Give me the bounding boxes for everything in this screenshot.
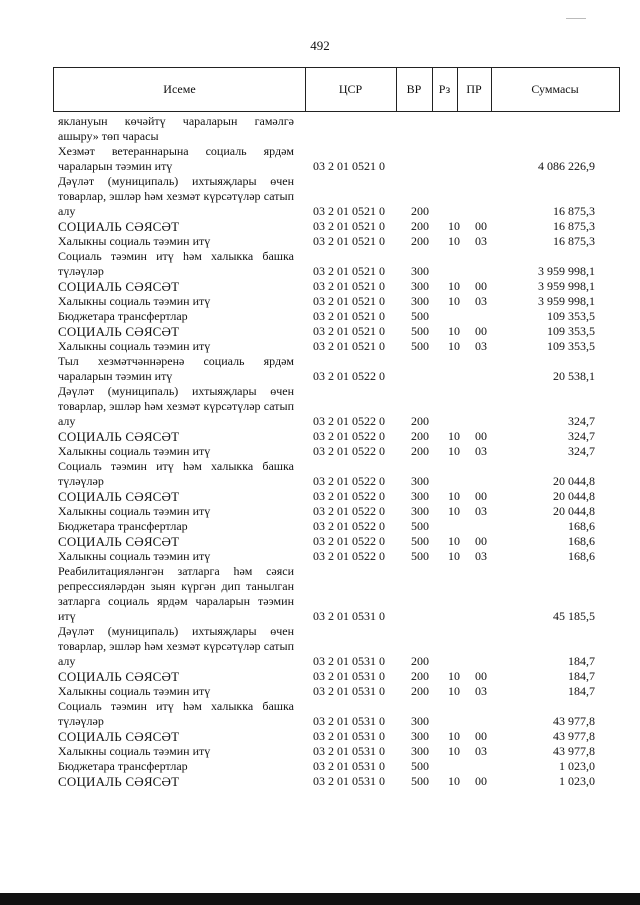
table-row bbox=[0, 549, 640, 564]
scan-border bbox=[0, 893, 640, 905]
row-rz: 10 bbox=[448, 549, 460, 563]
row-rz: 10 bbox=[448, 489, 460, 503]
table-row bbox=[0, 444, 640, 459]
row-csr: 03 2 01 0531 0 bbox=[313, 654, 385, 668]
row-name: СОЦИАЛЬ СӘЯСӘТ bbox=[58, 219, 180, 234]
row-sum: 109 353,5 bbox=[547, 324, 595, 338]
row-name: Дәүләт (муниципаль) ихтыяҗлары өчен товарлар, эшләр һәм хезмәт күрсәтүләр сатып алу bbox=[58, 174, 294, 218]
row-name: Социаль тәэмин итү һәм халыкка башка түләүләр bbox=[58, 699, 294, 728]
scan-mark bbox=[566, 18, 586, 19]
row-vr: 300 bbox=[411, 714, 429, 728]
table-row bbox=[0, 699, 640, 729]
row-name: Социаль тәэмин итү һәм халыкка башка түләүләр bbox=[58, 249, 294, 278]
row-csr: 03 2 01 0531 0 bbox=[313, 669, 385, 683]
row-pr: 00 bbox=[475, 489, 487, 503]
table-row bbox=[0, 429, 640, 444]
row-sum: 184,7 bbox=[568, 684, 595, 698]
row-vr: 500 bbox=[411, 519, 429, 533]
row-sum: 3 959 998,1 bbox=[538, 294, 595, 308]
row-rz: 10 bbox=[448, 429, 460, 443]
row-rz: 10 bbox=[448, 669, 460, 683]
row-name: Дәүләт (муниципаль) ихтыяҗлары өчен товарлар, эшләр һәм хезмәт күрсәтүләр сатып алу bbox=[58, 384, 294, 428]
row-sum: 3 959 998,1 bbox=[538, 264, 595, 278]
row-csr: 03 2 01 0522 0 bbox=[313, 474, 385, 488]
row-rz: 10 bbox=[448, 744, 460, 758]
row-name: Халыкны социаль тәэмин итү bbox=[58, 744, 211, 758]
row-rz: 10 bbox=[448, 234, 460, 248]
table-row bbox=[0, 114, 640, 144]
row-pr: 03 bbox=[475, 504, 487, 518]
row-name: Бюджетара трансфертлар bbox=[58, 309, 188, 323]
row-csr: 03 2 01 0531 0 bbox=[313, 714, 385, 728]
row-csr: 03 2 01 0522 0 bbox=[313, 534, 385, 548]
row-vr: 500 bbox=[411, 774, 429, 788]
table-row bbox=[0, 774, 640, 789]
table-row bbox=[0, 534, 640, 549]
row-csr: 03 2 01 0522 0 bbox=[313, 369, 385, 383]
row-sum: 324,7 bbox=[568, 429, 595, 443]
row-sum: 324,7 bbox=[568, 414, 595, 428]
table-row bbox=[0, 564, 640, 624]
header-csr: ЦСР bbox=[305, 68, 397, 111]
row-vr: 200 bbox=[411, 684, 429, 698]
row-vr: 500 bbox=[411, 534, 429, 548]
row-vr: 300 bbox=[411, 504, 429, 518]
row-csr: 03 2 01 0522 0 bbox=[313, 429, 385, 443]
table-row bbox=[0, 279, 640, 294]
row-sum: 1 023,0 bbox=[559, 774, 595, 788]
row-vr: 200 bbox=[411, 429, 429, 443]
row-csr: 03 2 01 0521 0 bbox=[313, 324, 385, 338]
row-sum: 43 977,8 bbox=[553, 744, 595, 758]
row-vr: 500 bbox=[411, 309, 429, 323]
row-name: Халыкны социаль тәэмин итү bbox=[58, 234, 211, 248]
row-pr: 03 bbox=[475, 684, 487, 698]
row-rz: 10 bbox=[448, 339, 460, 353]
row-csr: 03 2 01 0522 0 bbox=[313, 504, 385, 518]
row-rz: 10 bbox=[448, 774, 460, 788]
row-sum: 43 977,8 bbox=[553, 714, 595, 728]
table-row bbox=[0, 144, 640, 174]
row-sum: 16 875,3 bbox=[553, 234, 595, 248]
row-name: СОЦИАЛЬ СӘЯСӘТ bbox=[58, 534, 180, 549]
row-csr: 03 2 01 0522 0 bbox=[313, 414, 385, 428]
row-name: Бюджетара трансфертлар bbox=[58, 519, 188, 533]
row-name: СОЦИАЛЬ СӘЯСӘТ bbox=[58, 324, 180, 339]
row-csr: 03 2 01 0531 0 bbox=[313, 684, 385, 698]
row-csr: 03 2 01 0521 0 bbox=[313, 279, 385, 293]
row-vr: 500 bbox=[411, 759, 429, 773]
row-pr: 03 bbox=[475, 744, 487, 758]
row-sum: 184,7 bbox=[568, 669, 595, 683]
row-name: Халыкны социаль тәэмин итү bbox=[58, 339, 211, 353]
table-row bbox=[0, 504, 640, 519]
row-name: Реабилитацияләнгән затларга һәм сәяси репрессияләрдән зыян күргән дип танылган затларга социаль ярдәм чараларын тәэмин итү bbox=[58, 564, 294, 623]
row-csr: 03 2 01 0522 0 bbox=[313, 489, 385, 503]
table-row bbox=[0, 339, 640, 354]
row-rz: 10 bbox=[448, 444, 460, 458]
row-csr: 03 2 01 0522 0 bbox=[313, 444, 385, 458]
header-vr: ВР bbox=[396, 68, 433, 111]
row-csr: 03 2 01 0531 0 bbox=[313, 774, 385, 788]
table-row bbox=[0, 519, 640, 534]
row-rz: 10 bbox=[448, 684, 460, 698]
row-sum: 45 185,5 bbox=[553, 609, 595, 623]
row-sum: 20 538,1 bbox=[553, 369, 595, 383]
row-vr: 300 bbox=[411, 729, 429, 743]
table-row bbox=[0, 744, 640, 759]
row-csr: 03 2 01 0521 0 bbox=[313, 339, 385, 353]
table-row bbox=[0, 624, 640, 669]
row-pr: 00 bbox=[475, 729, 487, 743]
row-vr: 300 bbox=[411, 294, 429, 308]
table-row bbox=[0, 174, 640, 219]
row-rz: 10 bbox=[448, 729, 460, 743]
row-pr: 00 bbox=[475, 219, 487, 233]
table-row bbox=[0, 489, 640, 504]
row-csr: 03 2 01 0521 0 bbox=[313, 234, 385, 248]
row-sum: 43 977,8 bbox=[553, 729, 595, 743]
row-vr: 200 bbox=[411, 234, 429, 248]
row-sum: 168,6 bbox=[568, 534, 595, 548]
row-csr: 03 2 01 0521 0 bbox=[313, 294, 385, 308]
row-rz: 10 bbox=[448, 324, 460, 338]
row-vr: 500 bbox=[411, 324, 429, 338]
table-row bbox=[0, 324, 640, 339]
header-sum: Суммасы bbox=[531, 82, 579, 96]
row-sum: 3 959 998,1 bbox=[538, 279, 595, 293]
row-name: Дәүләт (муниципаль) ихтыяҗлары өчен товарлар, эшләр һәм хезмәт күрсәтүләр сатып алу bbox=[58, 624, 294, 668]
row-rz: 10 bbox=[448, 219, 460, 233]
row-csr: 03 2 01 0521 0 bbox=[313, 264, 385, 278]
header-name: Исеме bbox=[54, 68, 306, 111]
row-rz: 10 bbox=[448, 534, 460, 548]
row-csr: 03 2 01 0531 0 bbox=[313, 609, 385, 623]
row-vr: 300 bbox=[411, 489, 429, 503]
row-pr: 03 bbox=[475, 294, 487, 308]
row-rz: 10 bbox=[448, 504, 460, 518]
row-name: Халыкны социаль тәэмин итү bbox=[58, 549, 211, 563]
row-csr: 03 2 01 0531 0 bbox=[313, 729, 385, 743]
row-pr: 00 bbox=[475, 279, 487, 293]
row-pr: 00 bbox=[475, 774, 487, 788]
row-sum: 109 353,5 bbox=[547, 339, 595, 353]
row-vr: 200 bbox=[411, 414, 429, 428]
row-name: Бюджетара трансфертлар bbox=[58, 759, 188, 773]
row-sum: 109 353,5 bbox=[547, 309, 595, 323]
row-csr: 03 2 01 0531 0 bbox=[313, 759, 385, 773]
header-rz: Рз bbox=[432, 68, 458, 111]
row-sum: 168,6 bbox=[568, 549, 595, 563]
row-name: СОЦИАЛЬ СӘЯСӘТ bbox=[58, 729, 180, 744]
row-vr: 300 bbox=[411, 474, 429, 488]
table-row bbox=[0, 249, 640, 279]
row-sum: 20 044,8 bbox=[553, 504, 595, 518]
row-name: СОЦИАЛЬ СӘЯСӘТ bbox=[58, 489, 180, 504]
row-csr: 03 2 01 0521 0 bbox=[313, 219, 385, 233]
row-pr: 03 bbox=[475, 234, 487, 248]
table-row bbox=[0, 309, 640, 324]
row-vr: 200 bbox=[411, 219, 429, 233]
row-csr: 03 2 01 0521 0 bbox=[313, 204, 385, 218]
row-name: Халыкны социаль тәэмин итү bbox=[58, 684, 211, 698]
row-name: СОЦИАЛЬ СӘЯСӘТ bbox=[58, 279, 180, 294]
row-name: Хезмәт ветераннарына социаль ярдәм чараларын тәэмин итү bbox=[58, 144, 294, 173]
table-row bbox=[0, 234, 640, 249]
table-row bbox=[0, 294, 640, 309]
row-csr: 03 2 01 0521 0 bbox=[313, 309, 385, 323]
row-sum: 1 023,0 bbox=[559, 759, 595, 773]
row-name: Халыкны социаль тәэмин итү bbox=[58, 294, 211, 308]
table-body bbox=[0, 114, 640, 789]
row-csr: 03 2 01 0522 0 bbox=[313, 549, 385, 563]
row-pr: 00 bbox=[475, 429, 487, 443]
row-sum: 168,6 bbox=[568, 519, 595, 533]
row-csr: 03 2 01 0531 0 bbox=[313, 744, 385, 758]
row-rz: 10 bbox=[448, 279, 460, 293]
row-name: яклануын көчәйтү чараларын гамәлгә ашыру» төп чарасы bbox=[58, 114, 294, 143]
row-vr: 200 bbox=[411, 654, 429, 668]
table-row bbox=[0, 384, 640, 429]
row-name: Халыкны социаль тәэмин итү bbox=[58, 504, 211, 518]
table-row bbox=[0, 354, 640, 384]
table-row bbox=[0, 459, 640, 489]
row-pr: 00 bbox=[475, 669, 487, 683]
table-row bbox=[0, 759, 640, 774]
row-name: Социаль тәэмин итү һәм халыкка башка түләүләр bbox=[58, 459, 294, 488]
row-pr: 03 bbox=[475, 549, 487, 563]
table-row bbox=[0, 684, 640, 699]
row-vr: 200 bbox=[411, 204, 429, 218]
row-pr: 03 bbox=[475, 444, 487, 458]
table-row bbox=[0, 729, 640, 744]
row-sum: 20 044,8 bbox=[553, 474, 595, 488]
row-rz: 10 bbox=[448, 294, 460, 308]
row-name: Тыл хезмәтчәннәренә социаль ярдәм чараларын тәэмин итү bbox=[58, 354, 294, 383]
row-name: СОЦИАЛЬ СӘЯСӘТ bbox=[58, 669, 180, 684]
row-sum: 184,7 bbox=[568, 654, 595, 668]
row-pr: 00 bbox=[475, 534, 487, 548]
row-sum: 324,7 bbox=[568, 444, 595, 458]
header-pr: ПР bbox=[457, 68, 492, 111]
row-vr: 200 bbox=[411, 669, 429, 683]
row-name: СОЦИАЛЬ СӘЯСӘТ bbox=[58, 774, 180, 789]
row-sum: 16 875,3 bbox=[553, 219, 595, 233]
table-header bbox=[53, 67, 620, 112]
row-sum: 4 086 226,9 bbox=[538, 159, 595, 173]
row-vr: 500 bbox=[411, 339, 429, 353]
row-vr: 500 bbox=[411, 549, 429, 563]
row-vr: 300 bbox=[411, 279, 429, 293]
row-vr: 300 bbox=[411, 264, 429, 278]
table-row bbox=[0, 669, 640, 684]
row-csr: 03 2 01 0521 0 bbox=[313, 159, 385, 173]
row-name: Халыкны социаль тәэмин итү bbox=[58, 444, 211, 458]
row-csr: 03 2 01 0522 0 bbox=[313, 519, 385, 533]
row-pr: 00 bbox=[475, 324, 487, 338]
row-sum: 16 875,3 bbox=[553, 204, 595, 218]
row-sum: 20 044,8 bbox=[553, 489, 595, 503]
row-name: СОЦИАЛЬ СӘЯСӘТ bbox=[58, 429, 180, 444]
row-pr: 03 bbox=[475, 339, 487, 353]
page-number: 492 bbox=[310, 38, 330, 53]
row-vr: 200 bbox=[411, 444, 429, 458]
table-row bbox=[0, 219, 640, 234]
row-vr: 300 bbox=[411, 744, 429, 758]
